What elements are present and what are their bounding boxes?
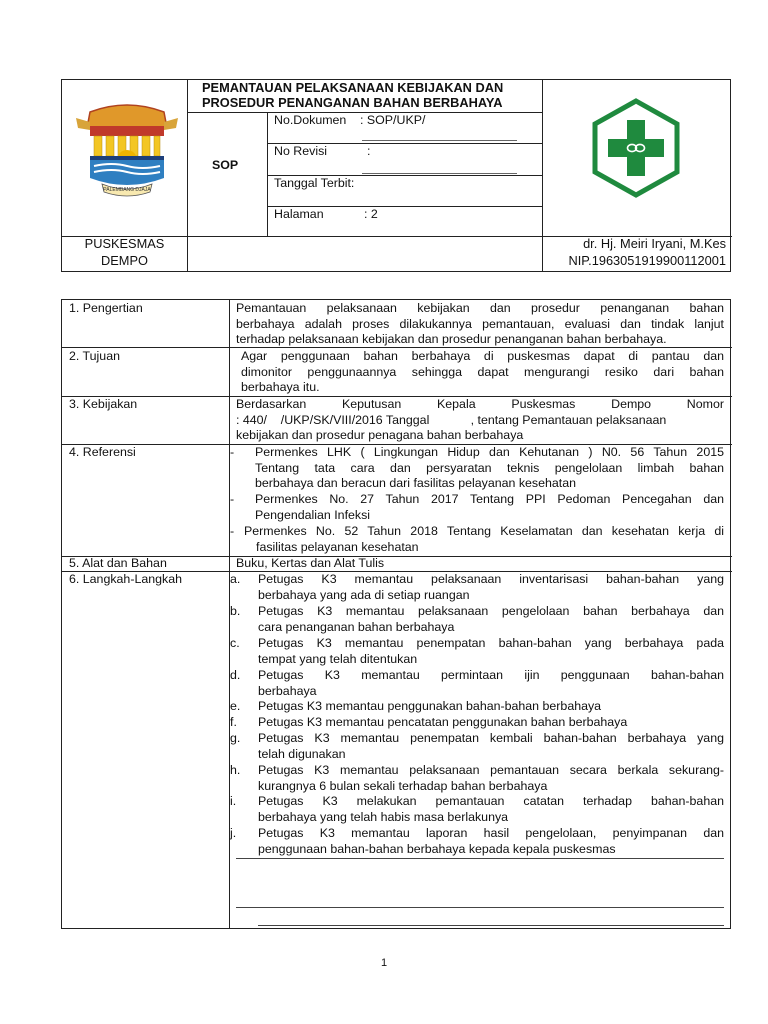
langkah-item: Petugas K3 memantau pelaksanaan inventarisasi bahan-bahan yang berbahaya yang ada di setiap ruangan [258,572,724,602]
label-pengertian: 1. Pengertian [69,301,143,315]
langkah-item: Petugas K3 melakukan pemantauan catatan terhadap bahan-bahan berbahaya yang telah habis masa berlakunya [258,794,724,824]
langkah-letter: g. [230,731,241,745]
logo-motto: PALEMBANG DJAJA [103,187,151,193]
text-kebijakan: Berdasarkan Keputusan Kepala Puskesmas Dempo Nomor : 440/ /UKP/SK/VIII/2016 Tanggal , tentang Pemantauan pelaksanaan kebijakan dan prosedur penagana bahan berbahaya [236,397,724,443]
langkah-item: Petugas K3 memantau pencatatan penggunakan bahan berbahaya [258,715,628,729]
langkah-item: Petugas K3 memantau permintaan ijin penggunaan bahan-bahan berbahaya [258,668,724,698]
text-alat-bahan: Buku, Kertas dan Alat Tulis [236,556,385,570]
referensi-bullet: - [230,445,235,459]
document-title [202,80,532,110]
field-no-dokumen: No.Dokumen : SOP/UKP/ [274,113,426,127]
field-halaman: Halaman : 2 [274,207,378,221]
sop-header [61,79,731,272]
text-pengertian: Pemantauan pelaksanaan kebijakan dan prosedur penanganan bahan berbahaya adalah proses dilakukannya pemantauan, evaluasi dan tindak lanjut terhadap pelaksanaan kebijakan dan prosedur penanganan bahan berbahaya. [236,301,724,347]
sop-content-table [61,299,731,929]
langkah-item: Petugas K3 memantau laporan hasil pengelolaan, penyimpanan dan penggunaan bahan-bahan berbahaya kepada kepala puskesmas [258,826,724,856]
langkah-item: Petugas K3 memantau penggunakan bahan-bahan berbahaya [258,699,602,713]
referensi-item: Permenkes LHK ( Lingkungan Hidup dan Kehutanan ) N0. 56 Tahun 2015 Tentang tata cara dan persyaratan teknis pengelolaan limbah bahan berbahaya dan beracun dari fasilitas pelayanan kesehatan [255,445,724,491]
organization-name: PUSKESMAS DEMPO [84,236,165,268]
langkah-letter: b. [230,604,241,618]
referensi-bullet: - [230,492,235,506]
langkah-item: Petugas K3 memantau penempatan kembali bahan-bahan berbahaya yang telah digunakan [258,731,724,761]
referensi-item: Permenkes No. 52 Tahun 2018 Tentang Keselamatan dan kesehatan kerja di fasilitas pelayanan kesehatan [244,524,724,554]
title-line-1: PEMANTAUAN PELAKSANAAN KEBIJAKAN DAN [202,80,504,95]
langkah-item: Petugas K3 memantau pelaksanaan pemantauan secara berkala sekurang- kurangnya 6 bulan sekali terhadap bahan berbahaya [258,763,724,793]
label-tujuan: 2. Tujuan [69,349,120,363]
field-no-revisi: No Revisi : [274,144,371,158]
field-tanggal-terbit: Tanggal Terbit: [274,176,355,190]
langkah-letter: d. [230,668,241,682]
palembang-city-logo [72,100,182,200]
signer-name: dr. Hj. Meiri Iryani, M.Kes [583,236,726,251]
puskesmas-logo [590,98,682,198]
langkah-letter: j. [230,826,237,840]
langkah-item: Petugas K3 memantau penempatan bahan-bahan yang berbahaya pada tempat yang telah ditentukan [258,636,724,666]
label-kebijakan: 3. Kebijakan [69,397,138,411]
page-number: 1 [380,957,388,969]
sop-label: SOP [212,158,239,172]
langkah-letter: e. [230,699,241,713]
referensi-bullet: - [230,524,235,538]
langkah-letter: f. [230,715,237,729]
text-tujuan: Agar penggunaan bahan berbahaya di puskesmas dapat di pantau dan dimonitor penggunaannya sehingga dapat mengurangi resiko dari bahan berbahaya itu. [241,349,724,395]
signer-block [568,235,726,269]
langkah-letter: c. [230,636,240,650]
langkah-letter: a. [230,572,241,586]
langkah-letter: i. [230,794,237,808]
signer-nip: NIP.1963051919900112001 [568,253,726,268]
label-langkah: 6. Langkah-Langkah [69,572,182,586]
langkah-item: Petugas K3 memantau pelaksanaan pengelolaan bahan berbahaya dan cara penanganan bahan berbahaya [258,604,724,634]
referensi-item: Permenkes No. 27 Tahun 2017 Tentang PPI Pedoman Pencegahan dan Pengendalian Infeksi [255,492,724,522]
langkah-letter: h. [230,763,241,777]
title-line-2: PROSEDUR PENANGANAN BAHAN BERBAHAYA [202,95,503,110]
label-referensi: 4. Referensi [69,445,136,459]
label-alat-bahan: 5. Alat dan Bahan [69,556,167,570]
